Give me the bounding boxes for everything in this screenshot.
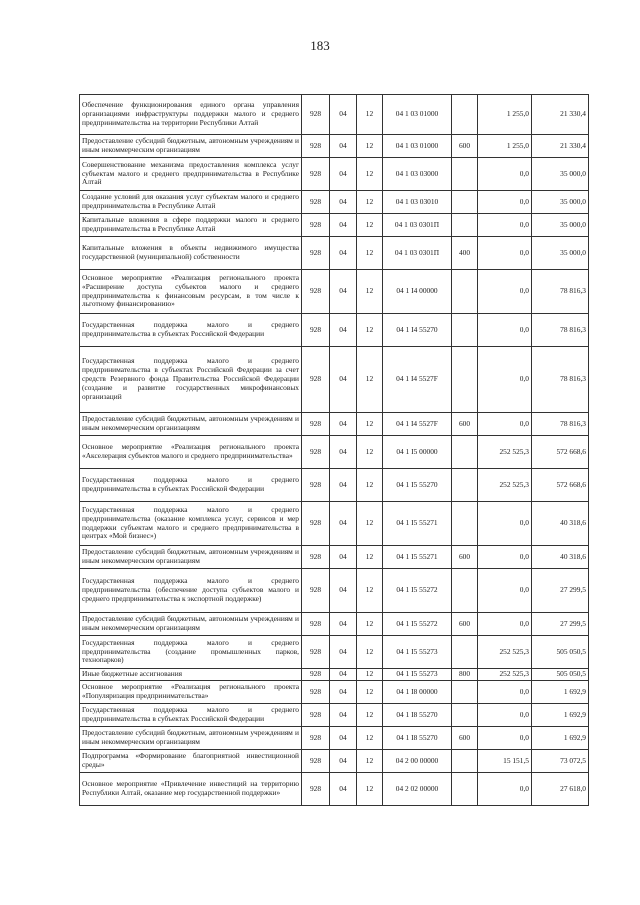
subsection-code-cell: 12 <box>357 191 383 214</box>
subsection-code-cell: 12 <box>357 704 383 727</box>
section-code-cell: 04 <box>330 546 357 569</box>
ministry-code-cell: 928 <box>302 314 330 347</box>
amount-2-cell: 73 072,5 <box>532 750 589 773</box>
section-code-cell: 04 <box>330 669 357 681</box>
target-article-code-cell: 04 1 I8 55270 <box>383 704 452 727</box>
section-code-cell: 04 <box>330 704 357 727</box>
expense-type-code-cell <box>452 681 478 704</box>
amount-2-cell: 21 330,4 <box>532 135 589 158</box>
target-article-code-cell: 04 1 I5 00000 <box>383 436 452 469</box>
expense-type-code-cell: 400 <box>452 237 478 270</box>
table-row <box>80 727 589 750</box>
subsection-code-cell: 12 <box>357 613 383 636</box>
amount-2-cell: 40 318,6 <box>532 546 589 569</box>
row-name-cell: Основное мероприятие «Привлечение инвестиций на территорию Республики Алтай, оказание мер государственной поддержки» <box>80 773 302 806</box>
subsection-code-cell: 12 <box>357 214 383 237</box>
expense-type-code-cell: 600 <box>452 546 478 569</box>
expense-type-code-cell <box>452 347 478 413</box>
row-name-cell: Государственная поддержка малого и среднего предпринимательства в субъектах Российской Федерации <box>80 704 302 727</box>
amount-1-cell: 0,0 <box>478 569 532 613</box>
table-row <box>80 546 589 569</box>
amount-2-cell: 78 816,3 <box>532 314 589 347</box>
table-row <box>80 270 589 314</box>
section-code-cell: 04 <box>330 569 357 613</box>
section-code-cell: 04 <box>330 613 357 636</box>
amount-2-cell: 27 618,0 <box>532 773 589 806</box>
section-code-cell: 04 <box>330 413 357 436</box>
section-code-cell: 04 <box>330 750 357 773</box>
amount-2-cell: 78 816,3 <box>532 347 589 413</box>
page-number: 183 <box>310 38 330 53</box>
expense-type-code-cell <box>452 214 478 237</box>
amount-2-cell: 1 692,9 <box>532 727 589 750</box>
row-name-cell: Предоставление субсидий бюджетным, автономным учреждениям и иным некоммерческим организациям <box>80 613 302 636</box>
ministry-code-cell: 928 <box>302 214 330 237</box>
row-name-cell: Государственная поддержка малого и среднего предпринимательства (создание промышленных парков, технопарков) <box>80 636 302 669</box>
amount-2-cell: 1 692,9 <box>532 704 589 727</box>
amount-1-cell: 0,0 <box>478 347 532 413</box>
amount-2-cell: 35 000,0 <box>532 214 589 237</box>
table-row <box>80 681 589 704</box>
amount-1-cell: 252 525,3 <box>478 636 532 669</box>
section-code-cell: 04 <box>330 314 357 347</box>
target-article-code-cell: 04 1 I4 5527F <box>383 347 452 413</box>
target-article-code-cell: 04 1 03 01000 <box>383 135 452 158</box>
table-row <box>80 569 589 613</box>
section-code-cell: 04 <box>330 502 357 546</box>
amount-1-cell: 0,0 <box>478 191 532 214</box>
amount-2-cell: 35 000,0 <box>532 191 589 214</box>
ministry-code-cell: 928 <box>302 750 330 773</box>
amount-1-cell: 1 255,0 <box>478 135 532 158</box>
row-name-cell: Государственная поддержка малого и среднего предпринимательства в субъектах Российской Федерации <box>80 469 302 502</box>
expense-type-code-cell <box>452 502 478 546</box>
amount-2-cell: 505 050,5 <box>532 636 589 669</box>
section-code-cell: 04 <box>330 237 357 270</box>
row-name-cell: Капитальные вложения в сфере поддержки малого и среднего предпринимательства в Республике Алтай <box>80 214 302 237</box>
amount-1-cell: 0,0 <box>478 681 532 704</box>
ministry-code-cell: 928 <box>302 413 330 436</box>
amount-1-cell: 0,0 <box>478 502 532 546</box>
target-article-code-cell: 04 1 I5 55271 <box>383 546 452 569</box>
amount-1-cell: 0,0 <box>478 546 532 569</box>
row-name-cell: Государственная поддержка малого и среднего предпринимательства (оказание комплекса услуг, сервисов и мер поддержки субъектам малого и среднего предпринимательства в центрах «Мой бизнес») <box>80 502 302 546</box>
ministry-code-cell: 928 <box>302 704 330 727</box>
table-row <box>80 750 589 773</box>
target-article-code-cell: 04 1 I8 55270 <box>383 727 452 750</box>
row-name-cell: Обеспечение функционирования единого органа управления организациями инфраструктуры поддержки малого и среднего предпринимательства на территории Республики Алтай <box>80 95 302 135</box>
amount-1-cell: 0,0 <box>478 773 532 806</box>
amount-1-cell: 252 525,3 <box>478 469 532 502</box>
amount-1-cell: 15 151,5 <box>478 750 532 773</box>
target-article-code-cell: 04 1 I5 55272 <box>383 613 452 636</box>
table-row <box>80 469 589 502</box>
subsection-code-cell: 12 <box>357 347 383 413</box>
section-code-cell: 04 <box>330 436 357 469</box>
subsection-code-cell: 12 <box>357 270 383 314</box>
ministry-code-cell: 928 <box>302 158 330 191</box>
target-article-code-cell: 04 1 I5 55272 <box>383 569 452 613</box>
amount-2-cell: 1 692,9 <box>532 681 589 704</box>
table-row <box>80 135 589 158</box>
expense-type-code-cell <box>452 469 478 502</box>
table-row <box>80 636 589 669</box>
subsection-code-cell: 12 <box>357 569 383 613</box>
section-code-cell: 04 <box>330 135 357 158</box>
amount-1-cell: 0,0 <box>478 704 532 727</box>
table-row <box>80 237 589 270</box>
amount-2-cell: 78 816,3 <box>532 413 589 436</box>
subsection-code-cell: 12 <box>357 135 383 158</box>
target-article-code-cell: 04 1 I4 5527F <box>383 413 452 436</box>
target-article-code-cell: 04 1 I5 55273 <box>383 636 452 669</box>
section-code-cell: 04 <box>330 270 357 314</box>
subsection-code-cell: 12 <box>357 237 383 270</box>
amount-1-cell: 0,0 <box>478 613 532 636</box>
table-row <box>80 314 589 347</box>
expense-type-code-cell <box>452 270 478 314</box>
row-name-cell: Основное мероприятие «Реализация регионального проекта «Популяризация предпринимательства» <box>80 681 302 704</box>
amount-2-cell: 21 330,4 <box>532 95 589 135</box>
amount-2-cell: 572 668,6 <box>532 436 589 469</box>
subsection-code-cell: 12 <box>357 436 383 469</box>
expense-type-code-cell: 600 <box>452 727 478 750</box>
subsection-code-cell: 12 <box>357 314 383 347</box>
amount-2-cell: 27 299,5 <box>532 569 589 613</box>
expense-type-code-cell: 600 <box>452 613 478 636</box>
table-row <box>80 214 589 237</box>
subsection-code-cell: 12 <box>357 773 383 806</box>
target-article-code-cell: 04 1 03 03000 <box>383 158 452 191</box>
section-code-cell: 04 <box>330 95 357 135</box>
row-name-cell: Государственная поддержка малого и среднего предпринимательства в субъектах Российской Федерации за счет средств Резервного фонда Правительства Российской Федерации (создание и развитие государственных микрофинансовых организаций <box>80 347 302 413</box>
ministry-code-cell: 928 <box>302 546 330 569</box>
amount-2-cell: 35 000,0 <box>532 158 589 191</box>
expense-type-code-cell: 800 <box>452 669 478 681</box>
ministry-code-cell: 928 <box>302 669 330 681</box>
row-name-cell: Подпрограмма «Формирование благоприятной инвестиционной среды» <box>80 750 302 773</box>
target-article-code-cell: 04 1 03 0301П <box>383 237 452 270</box>
expense-type-code-cell <box>452 569 478 613</box>
table-row <box>80 669 589 681</box>
section-code-cell: 04 <box>330 727 357 750</box>
target-article-code-cell: 04 1 I5 55273 <box>383 669 452 681</box>
expense-type-code-cell: 600 <box>452 135 478 158</box>
ministry-code-cell: 928 <box>302 237 330 270</box>
expense-type-code-cell <box>452 436 478 469</box>
row-name-cell: Основное мероприятие «Реализация регионального проекта «Акселерация субъектов малого и среднего предпринимательства» <box>80 436 302 469</box>
amount-1-cell: 0,0 <box>478 314 532 347</box>
ministry-code-cell: 928 <box>302 347 330 413</box>
target-article-code-cell: 04 1 I5 55271 <box>383 502 452 546</box>
section-code-cell: 04 <box>330 347 357 413</box>
table-row <box>80 502 589 546</box>
ministry-code-cell: 928 <box>302 270 330 314</box>
table-row <box>80 95 589 135</box>
expense-type-code-cell <box>452 314 478 347</box>
ministry-code-cell: 928 <box>302 569 330 613</box>
amount-1-cell: 0,0 <box>478 158 532 191</box>
row-name-cell: Капитальные вложения в объекты недвижимого имущества государственной (муниципальной) собственности <box>80 237 302 270</box>
expense-type-code-cell <box>452 95 478 135</box>
row-name-cell: Совершенствование механизма предоставления комплекса услуг субъектам малого и среднего предпринимательства в Республике Алтай <box>80 158 302 191</box>
amount-2-cell: 27 299,5 <box>532 613 589 636</box>
table-row <box>80 191 589 214</box>
table-row <box>80 158 589 191</box>
row-name-cell: Создание условий для оказания услуг субъектам малого и среднего предпринимательства в Республике Алтай <box>80 191 302 214</box>
expense-type-code-cell <box>452 636 478 669</box>
amount-1-cell: 0,0 <box>478 413 532 436</box>
amount-1-cell: 0,0 <box>478 727 532 750</box>
expense-type-code-cell: 600 <box>452 413 478 436</box>
target-article-code-cell: 04 1 I4 55270 <box>383 314 452 347</box>
amount-1-cell: 0,0 <box>478 237 532 270</box>
subsection-code-cell: 12 <box>357 502 383 546</box>
table-row <box>80 413 589 436</box>
expense-type-code-cell <box>452 750 478 773</box>
ministry-code-cell: 928 <box>302 727 330 750</box>
subsection-code-cell: 12 <box>357 727 383 750</box>
subsection-code-cell: 12 <box>357 546 383 569</box>
target-article-code-cell: 04 1 I8 00000 <box>383 681 452 704</box>
row-name-cell: Государственная поддержка малого и среднего предпринимательства в субъектах Российской Федерации <box>80 314 302 347</box>
subsection-code-cell: 12 <box>357 669 383 681</box>
row-name-cell: Государственная поддержка малого и среднего предпринимательства (обеспечение доступа субъектов малого и среднего предпринимательства к экспортной поддержке) <box>80 569 302 613</box>
budget-table <box>79 94 589 806</box>
subsection-code-cell: 12 <box>357 636 383 669</box>
subsection-code-cell: 12 <box>357 750 383 773</box>
expense-type-code-cell <box>452 191 478 214</box>
amount-2-cell: 505 050,5 <box>532 669 589 681</box>
section-code-cell: 04 <box>330 636 357 669</box>
ministry-code-cell: 928 <box>302 436 330 469</box>
table-row <box>80 347 589 413</box>
subsection-code-cell: 12 <box>357 413 383 436</box>
target-article-code-cell: 04 2 02 00000 <box>383 773 452 806</box>
amount-1-cell: 252 525,3 <box>478 436 532 469</box>
target-article-code-cell: 04 2 00 00000 <box>383 750 452 773</box>
amount-1-cell: 252 525,3 <box>478 669 532 681</box>
expense-type-code-cell <box>452 773 478 806</box>
section-code-cell: 04 <box>330 191 357 214</box>
section-code-cell: 04 <box>330 214 357 237</box>
amount-1-cell: 1 255,0 <box>478 95 532 135</box>
row-name-cell: Предоставление субсидий бюджетным, автономным учреждениям и иным некоммерческим организациям <box>80 546 302 569</box>
amount-1-cell: 0,0 <box>478 214 532 237</box>
target-article-code-cell: 04 1 I4 00000 <box>383 270 452 314</box>
section-code-cell: 04 <box>330 469 357 502</box>
ministry-code-cell: 928 <box>302 191 330 214</box>
subsection-code-cell: 12 <box>357 681 383 704</box>
target-article-code-cell: 04 1 03 03010 <box>383 191 452 214</box>
section-code-cell: 04 <box>330 681 357 704</box>
row-name-cell: Основное мероприятие «Реализация регионального проекта «Расширение доступа субъектов малого и среднего предпринимательства к финансовым ресурсам, в том числе к льготному финансированию» <box>80 270 302 314</box>
expense-type-code-cell <box>452 704 478 727</box>
table-row <box>80 436 589 469</box>
row-name-cell: Предоставление субсидий бюджетным, автономным учреждениям и иным некоммерческим организациям <box>80 727 302 750</box>
target-article-code-cell: 04 1 03 01000 <box>383 95 452 135</box>
subsection-code-cell: 12 <box>357 158 383 191</box>
table-row <box>80 773 589 806</box>
row-name-cell: Иные бюджетные ассигнования <box>80 669 302 681</box>
ministry-code-cell: 928 <box>302 613 330 636</box>
amount-2-cell: 572 668,6 <box>532 469 589 502</box>
subsection-code-cell: 12 <box>357 95 383 135</box>
amount-2-cell: 40 318,6 <box>532 502 589 546</box>
ministry-code-cell: 928 <box>302 681 330 704</box>
table-row <box>80 704 589 727</box>
row-name-cell: Предоставление субсидий бюджетным, автономным учреждениям и иным некоммерческим организациям <box>80 135 302 158</box>
section-code-cell: 04 <box>330 158 357 191</box>
ministry-code-cell: 928 <box>302 95 330 135</box>
ministry-code-cell: 928 <box>302 773 330 806</box>
target-article-code-cell: 04 1 I5 55270 <box>383 469 452 502</box>
ministry-code-cell: 928 <box>302 469 330 502</box>
amount-2-cell: 78 816,3 <box>532 270 589 314</box>
section-code-cell: 04 <box>330 773 357 806</box>
row-name-cell: Предоставление субсидий бюджетным, автономным учреждениям и иным некоммерческим организациям <box>80 413 302 436</box>
ministry-code-cell: 928 <box>302 636 330 669</box>
target-article-code-cell: 04 1 03 0301П <box>383 214 452 237</box>
ministry-code-cell: 928 <box>302 135 330 158</box>
expense-type-code-cell <box>452 158 478 191</box>
table-row <box>80 613 589 636</box>
ministry-code-cell: 928 <box>302 502 330 546</box>
subsection-code-cell: 12 <box>357 469 383 502</box>
amount-2-cell: 35 000,0 <box>532 237 589 270</box>
amount-1-cell: 0,0 <box>478 270 532 314</box>
